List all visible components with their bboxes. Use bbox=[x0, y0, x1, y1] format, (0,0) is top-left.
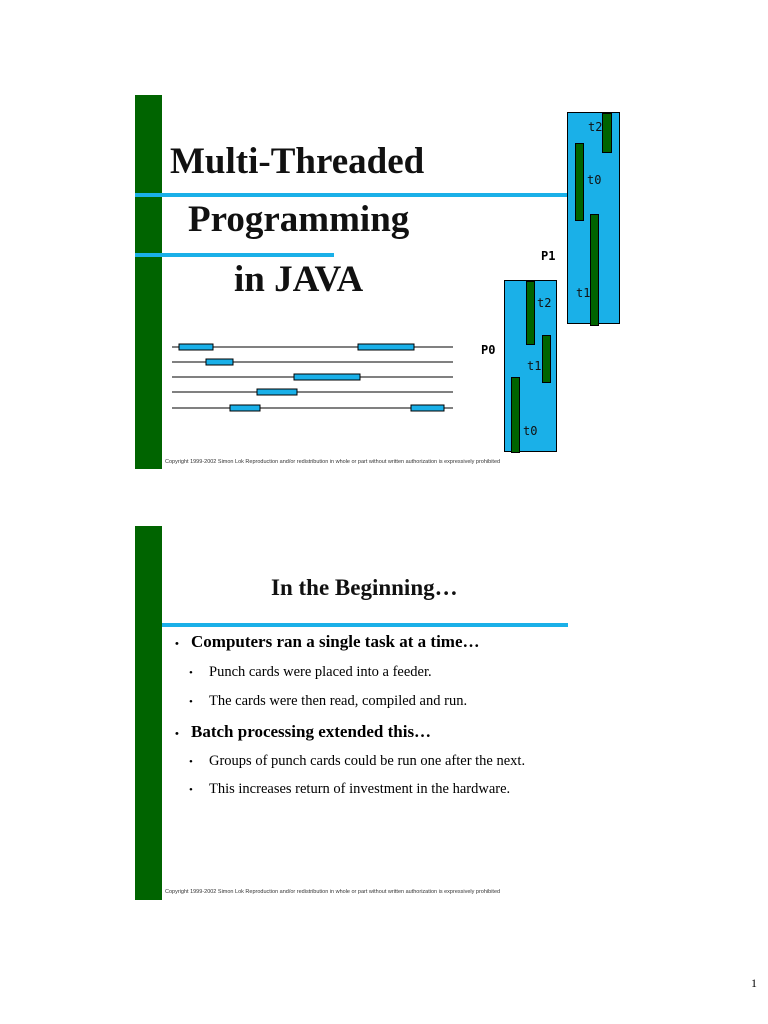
bullet-dot-icon: • bbox=[189, 696, 193, 708]
sub-bullet-item bbox=[189, 781, 510, 798]
slide-2-title: In the Beginning… bbox=[271, 575, 458, 600]
thread-bar-p1-t1 bbox=[590, 214, 599, 326]
thread-label-p1-t0: t0 bbox=[587, 173, 602, 187]
process-label-p1: P1 bbox=[541, 249, 556, 263]
slide-2-title-underline bbox=[162, 623, 568, 627]
thread-bar-p1-t0 bbox=[575, 143, 584, 221]
thread-label-p0-t2: t2 bbox=[537, 296, 552, 310]
bullet-item bbox=[175, 722, 431, 742]
sub-bullet-text: The cards were then read, compiled and run. bbox=[209, 693, 468, 709]
thread-bar-p1-t2 bbox=[602, 113, 612, 153]
process-box-p0 bbox=[504, 280, 557, 452]
slide-1-copyright: Copyright 1999-2002 Simon Lok Reproduction and/or redistribution in whole or part without written authorization is expressively prohibited bbox=[165, 459, 501, 465]
title-underline-long bbox=[135, 193, 567, 197]
thread-bar-p0-t0 bbox=[511, 377, 520, 453]
title-underline-short bbox=[135, 253, 334, 257]
bullet-dot-icon: • bbox=[175, 638, 179, 650]
bullet-text: Computers ran a single task at a time… bbox=[191, 632, 480, 651]
page-number: 1 bbox=[751, 976, 757, 990]
thread-label-p1-t2: t2 bbox=[588, 120, 603, 134]
slide-accent-bar bbox=[135, 526, 162, 900]
bullet-dot-icon: • bbox=[189, 784, 193, 796]
bullet-dot-icon: • bbox=[175, 728, 179, 740]
process-label-p0: P0 bbox=[481, 343, 496, 357]
sub-bullet-text: Groups of punch cards could be run one after the next. bbox=[209, 753, 526, 769]
thread-bar-p0-t2 bbox=[526, 281, 535, 345]
sub-bullet-text: This increases return of investment in the hardware. bbox=[209, 781, 511, 797]
slide-title-line-1: Multi-Threaded bbox=[170, 141, 425, 182]
slide-accent-bar bbox=[135, 95, 162, 469]
thread-label-p0-t0: t0 bbox=[523, 424, 538, 438]
thread-label-p0-t1: t1 bbox=[527, 359, 542, 373]
thread-timeline-diagram bbox=[170, 338, 455, 418]
bullet-text: Batch processing extended this… bbox=[191, 722, 432, 741]
bullet-dot-icon: • bbox=[189, 756, 193, 768]
sub-bullet-item bbox=[189, 693, 467, 710]
bullet-item bbox=[175, 632, 480, 652]
sub-bullet-text: Punch cards were placed into a feeder. bbox=[209, 664, 432, 680]
sub-bullet-item bbox=[189, 664, 432, 681]
process-box-p1 bbox=[567, 112, 620, 324]
thread-label-p1-t1: t1 bbox=[576, 286, 591, 300]
slide-2-copyright: Copyright 1999-2002 Simon Lok Reproduction and/or redistribution in whole or part without written authorization is expressively prohibited bbox=[165, 889, 501, 895]
bullet-dot-icon: • bbox=[189, 667, 193, 679]
sub-bullet-item bbox=[189, 753, 525, 770]
thread-bar-p0-t1 bbox=[542, 335, 551, 383]
slide-title-line-3: in JAVA bbox=[234, 259, 364, 300]
slide-title-line-2: Programming bbox=[188, 199, 410, 240]
